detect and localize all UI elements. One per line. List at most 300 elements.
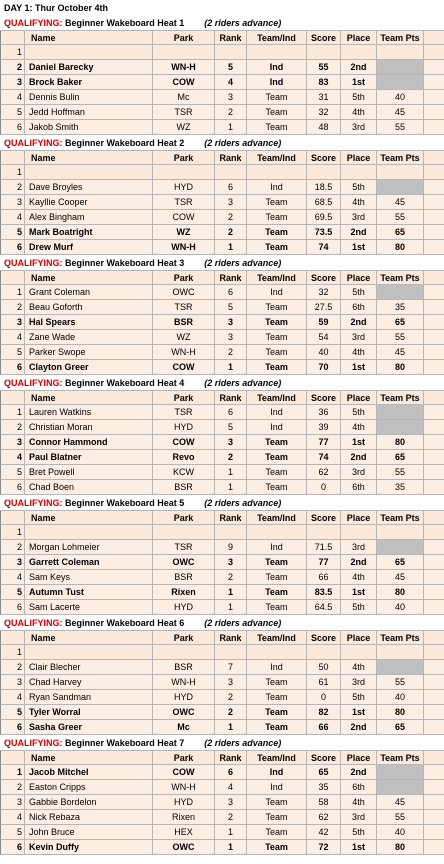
rider-name: Bret Powell — [25, 465, 153, 479]
col-team-ind: Team/Ind — [247, 31, 307, 44]
park-cell: HYD — [153, 600, 215, 614]
park-cell: TSR — [153, 540, 215, 554]
rank-cell: 3 — [215, 435, 247, 449]
score-cell — [307, 45, 341, 59]
team-pts-cell: 35 — [377, 300, 424, 314]
score-cell: 62 — [307, 810, 341, 824]
score-cell: 77 — [307, 435, 341, 449]
rider-name: Chad Boen — [25, 480, 153, 494]
place-cell: 4th — [341, 420, 377, 434]
place-cell: 2nd — [341, 720, 377, 734]
heat-label: Beginner Wakeboard Heat 7 — [65, 737, 185, 748]
heat-section — [0, 255, 444, 375]
score-cell: 31 — [307, 90, 341, 104]
row-number: 6 — [1, 240, 25, 254]
rider-name — [25, 165, 153, 179]
team-ind-cell: Team — [247, 825, 307, 839]
park-cell: WN-H — [153, 60, 215, 74]
rider-name: Alex Bingham — [25, 210, 153, 224]
heat-header — [0, 735, 444, 750]
heat-header — [0, 255, 444, 270]
place-cell: 1st — [341, 705, 377, 719]
heat-label: Beginner Wakeboard Heat 3 — [65, 257, 185, 268]
advance-note: (2 riders advance) — [204, 377, 282, 388]
team-pts-cell: 40 — [377, 690, 424, 704]
score-cell: 40 — [307, 345, 341, 359]
table-row — [0, 360, 444, 375]
rank-cell: 2 — [215, 210, 247, 224]
team-pts-cell — [377, 45, 424, 59]
team-pts-cell: 80 — [377, 360, 424, 374]
team-pts-cell — [377, 660, 424, 674]
score-cell: 69.5 — [307, 210, 341, 224]
score-cell: 71.5 — [307, 540, 341, 554]
table-row — [0, 75, 444, 90]
col-rank: Rank — [215, 751, 247, 764]
team-ind-cell — [247, 45, 307, 59]
row-number: 3 — [1, 795, 25, 809]
col-name: Name — [25, 631, 153, 644]
score-cell: 35 — [307, 780, 341, 794]
table-row — [0, 345, 444, 360]
team-ind-cell: Team — [247, 210, 307, 224]
park-cell — [153, 525, 215, 539]
col-score: Score — [307, 151, 341, 164]
col-name: Name — [25, 751, 153, 764]
team-pts-cell: 80 — [377, 240, 424, 254]
park-cell: BSR — [153, 570, 215, 584]
score-cell — [307, 165, 341, 179]
team-pts-cell — [377, 405, 424, 419]
row-number: 4 — [1, 570, 25, 584]
team-pts-cell — [377, 540, 424, 554]
team-ind-cell: Team — [247, 690, 307, 704]
row-number: 2 — [1, 420, 25, 434]
team-ind-cell: Team — [247, 675, 307, 689]
advance-note: (2 riders advance) — [204, 737, 282, 748]
team-ind-cell: Team — [247, 225, 307, 239]
park-cell: OWC — [153, 555, 215, 569]
rank-cell: 1 — [215, 600, 247, 614]
col-score: Score — [307, 271, 341, 284]
team-ind-cell: Ind — [247, 285, 307, 299]
park-cell: BSR — [153, 315, 215, 329]
heat-section — [0, 495, 444, 615]
rider-name: Dennis Bulin — [25, 90, 153, 104]
column-header-row — [0, 630, 444, 645]
place-cell: 3rd — [341, 810, 377, 824]
table-row — [0, 720, 444, 735]
score-cell: 62 — [307, 465, 341, 479]
rank-cell: 2 — [215, 450, 247, 464]
score-cell: 70 — [307, 360, 341, 374]
rider-name — [25, 645, 153, 659]
score-cell: 50 — [307, 660, 341, 674]
col-place: Place — [341, 511, 377, 524]
heat-label: Beginner Wakeboard Heat 1 — [65, 17, 185, 28]
team-pts-cell: 65 — [377, 450, 424, 464]
rank-cell: 1 — [215, 825, 247, 839]
day-title: DAY 1: Thur October 4th — [4, 2, 109, 13]
park-cell: HYD — [153, 180, 215, 194]
rank-cell: 2 — [215, 690, 247, 704]
heat-header — [0, 15, 444, 30]
col-place: Place — [341, 31, 377, 44]
team-ind-cell: Team — [247, 360, 307, 374]
team-pts-cell: 80 — [377, 705, 424, 719]
rank-cell — [215, 645, 247, 659]
row-number: 4 — [1, 450, 25, 464]
place-cell: 3rd — [341, 330, 377, 344]
qualifying-label: QUALIFYING: — [4, 737, 63, 748]
park-cell: TSR — [153, 105, 215, 119]
rider-name: Sasha Greer — [25, 720, 153, 734]
row-number: 5 — [1, 345, 25, 359]
rider-name: Easton Cripps — [25, 780, 153, 794]
place-cell — [341, 165, 377, 179]
rider-name: Christian Moran — [25, 420, 153, 434]
team-pts-cell — [377, 285, 424, 299]
col-place: Place — [341, 271, 377, 284]
column-header-row — [0, 270, 444, 285]
heat-label: Beginner Wakeboard Heat 6 — [65, 617, 185, 628]
team-ind-cell: Team — [247, 465, 307, 479]
table-row — [0, 690, 444, 705]
table-row — [0, 810, 444, 825]
place-cell — [341, 525, 377, 539]
col-park: Park — [153, 31, 215, 44]
table-row — [0, 705, 444, 720]
park-cell: Revo — [153, 450, 215, 464]
row-number: 2 — [1, 660, 25, 674]
team-ind-cell: Ind — [247, 660, 307, 674]
row-number: 2 — [1, 60, 25, 74]
team-pts-cell — [377, 165, 424, 179]
place-cell: 1st — [341, 240, 377, 254]
table-row — [0, 840, 444, 855]
col-index — [1, 751, 25, 764]
team-pts-cell: 55 — [377, 675, 424, 689]
team-ind-cell: Team — [247, 120, 307, 134]
col-score: Score — [307, 31, 341, 44]
score-cell: 48 — [307, 120, 341, 134]
park-cell: WN-H — [153, 675, 215, 689]
rider-name: Jedd Hoffman — [25, 105, 153, 119]
table-row — [0, 765, 444, 780]
park-cell: COW — [153, 75, 215, 89]
rank-cell: 6 — [215, 765, 247, 779]
rank-cell — [215, 165, 247, 179]
team-pts-cell: 65 — [377, 555, 424, 569]
team-pts-cell — [377, 525, 424, 539]
table-row — [0, 450, 444, 465]
col-score: Score — [307, 391, 341, 404]
row-number: 4 — [1, 810, 25, 824]
team-pts-cell: 80 — [377, 585, 424, 599]
heat-section — [0, 735, 444, 855]
score-cell: 64.5 — [307, 600, 341, 614]
col-park: Park — [153, 631, 215, 644]
team-pts-cell: 55 — [377, 210, 424, 224]
rank-cell: 1 — [215, 840, 247, 854]
col-team-ind: Team/Ind — [247, 271, 307, 284]
place-cell: 5th — [341, 405, 377, 419]
rank-cell: 3 — [215, 795, 247, 809]
score-cell: 61 — [307, 675, 341, 689]
heat-label: Beginner Wakeboard Heat 4 — [65, 377, 185, 388]
heat-header — [0, 375, 444, 390]
table-row — [0, 225, 444, 240]
park-cell: HYD — [153, 690, 215, 704]
col-name: Name — [25, 391, 153, 404]
col-index — [1, 31, 25, 44]
score-cell: 18.5 — [307, 180, 341, 194]
rank-cell: 4 — [215, 75, 247, 89]
team-pts-cell: 65 — [377, 225, 424, 239]
team-pts-cell: 55 — [377, 120, 424, 134]
rider-name: Autumn Tust — [25, 585, 153, 599]
rank-cell — [215, 525, 247, 539]
score-cell: 66 — [307, 570, 341, 584]
rider-name: Mark Boatright — [25, 225, 153, 239]
park-cell: WN-H — [153, 345, 215, 359]
table-row — [0, 240, 444, 255]
score-cell: 32 — [307, 105, 341, 119]
rider-name: Sam Lacerte — [25, 600, 153, 614]
col-team-ind: Team/Ind — [247, 631, 307, 644]
place-cell: 1st — [341, 360, 377, 374]
team-ind-cell: Team — [247, 90, 307, 104]
rank-cell: 1 — [215, 360, 247, 374]
row-number: 3 — [1, 555, 25, 569]
col-rank: Rank — [215, 511, 247, 524]
team-ind-cell: Team — [247, 795, 307, 809]
team-ind-cell: Team — [247, 555, 307, 569]
rider-name: Daniel Barecky — [25, 60, 153, 74]
rider-name: Beau Goforth — [25, 300, 153, 314]
col-team-pts: Team Pts — [377, 751, 424, 764]
place-cell: 6th — [341, 780, 377, 794]
park-cell: HEX — [153, 825, 215, 839]
place-cell: 2nd — [341, 555, 377, 569]
team-ind-cell — [247, 525, 307, 539]
table-row — [0, 570, 444, 585]
row-number: 5 — [1, 225, 25, 239]
col-name: Name — [25, 271, 153, 284]
col-index — [1, 511, 25, 524]
col-team-ind: Team/Ind — [247, 511, 307, 524]
team-pts-cell — [377, 75, 424, 89]
place-cell: 2nd — [341, 450, 377, 464]
column-header-row — [0, 390, 444, 405]
row-number: 4 — [1, 330, 25, 344]
score-cell: 72 — [307, 840, 341, 854]
rider-name: Jakob Smith — [25, 120, 153, 134]
col-team-pts: Team Pts — [377, 151, 424, 164]
park-cell: Rixen — [153, 585, 215, 599]
col-rank: Rank — [215, 391, 247, 404]
team-pts-cell: 55 — [377, 465, 424, 479]
table-row — [0, 795, 444, 810]
score-cell: 39 — [307, 420, 341, 434]
rank-cell: 2 — [215, 345, 247, 359]
rank-cell: 3 — [215, 330, 247, 344]
rider-name: Sam Keys — [25, 570, 153, 584]
park-cell: WZ — [153, 225, 215, 239]
park-cell: Rixen — [153, 810, 215, 824]
column-header-row — [0, 150, 444, 165]
park-cell: KCW — [153, 465, 215, 479]
place-cell: 3rd — [341, 120, 377, 134]
score-cell: 59 — [307, 315, 341, 329]
row-number: 6 — [1, 360, 25, 374]
score-cell: 66 — [307, 720, 341, 734]
row-number: 3 — [1, 75, 25, 89]
score-cell: 32 — [307, 285, 341, 299]
rider-name: Kevin Duffy — [25, 840, 153, 854]
qualifying-label: QUALIFYING: — [4, 497, 63, 508]
qualifying-label: QUALIFYING: — [4, 17, 63, 28]
col-name: Name — [25, 31, 153, 44]
team-pts-cell: 40 — [377, 825, 424, 839]
rank-cell — [215, 45, 247, 59]
place-cell: 1st — [341, 585, 377, 599]
park-cell: BSR — [153, 660, 215, 674]
col-score: Score — [307, 511, 341, 524]
table-row — [0, 165, 444, 180]
team-ind-cell: Team — [247, 720, 307, 734]
place-cell: 2nd — [341, 765, 377, 779]
col-name: Name — [25, 511, 153, 524]
row-number: 2 — [1, 540, 25, 554]
row-number: 1 — [1, 405, 25, 419]
score-cell — [307, 645, 341, 659]
table-row — [0, 435, 444, 450]
place-cell: 5th — [341, 600, 377, 614]
rider-name: Paul Blatner — [25, 450, 153, 464]
col-team-ind: Team/Ind — [247, 151, 307, 164]
row-number: 3 — [1, 195, 25, 209]
rank-cell: 5 — [215, 300, 247, 314]
park-cell: COW — [153, 435, 215, 449]
team-ind-cell: Team — [247, 705, 307, 719]
park-cell: HYD — [153, 795, 215, 809]
team-ind-cell: Team — [247, 810, 307, 824]
rank-cell: 1 — [215, 240, 247, 254]
row-number: 6 — [1, 480, 25, 494]
place-cell: 5th — [341, 690, 377, 704]
table-row — [0, 660, 444, 675]
col-team-pts: Team Pts — [377, 631, 424, 644]
place-cell: 2nd — [341, 225, 377, 239]
team-pts-cell: 45 — [377, 570, 424, 584]
place-cell: 2nd — [341, 315, 377, 329]
row-number: 2 — [1, 300, 25, 314]
rank-cell: 3 — [215, 90, 247, 104]
score-cell: 68.5 — [307, 195, 341, 209]
team-pts-cell — [377, 60, 424, 74]
col-team-pts: Team Pts — [377, 511, 424, 524]
row-number: 5 — [1, 105, 25, 119]
rank-cell: 3 — [215, 195, 247, 209]
team-ind-cell: Ind — [247, 780, 307, 794]
park-cell: TSR — [153, 300, 215, 314]
col-rank: Rank — [215, 271, 247, 284]
rider-name: Nick Rebaza — [25, 810, 153, 824]
park-cell: TSR — [153, 195, 215, 209]
place-cell: 5th — [341, 825, 377, 839]
team-ind-cell: Team — [247, 435, 307, 449]
team-ind-cell: Team — [247, 345, 307, 359]
place-cell: 3rd — [341, 675, 377, 689]
rank-cell: 2 — [215, 105, 247, 119]
table-row — [0, 780, 444, 795]
rank-cell: 4 — [215, 780, 247, 794]
park-cell: HYD — [153, 420, 215, 434]
rider-name: Clayton Greer — [25, 360, 153, 374]
row-number: 6 — [1, 720, 25, 734]
rank-cell: 3 — [215, 315, 247, 329]
park-cell: OWC — [153, 285, 215, 299]
park-cell: COW — [153, 765, 215, 779]
team-ind-cell: Ind — [247, 180, 307, 194]
col-team-pts: Team Pts — [377, 271, 424, 284]
col-index — [1, 631, 25, 644]
team-ind-cell: Ind — [247, 540, 307, 554]
team-pts-cell — [377, 780, 424, 794]
team-pts-cell — [377, 420, 424, 434]
table-row — [0, 105, 444, 120]
place-cell: 4th — [341, 570, 377, 584]
place-cell: 5th — [341, 285, 377, 299]
team-ind-cell: Team — [247, 840, 307, 854]
rider-name: Ryan Sandman — [25, 690, 153, 704]
advance-note: (2 riders advance) — [204, 137, 282, 148]
heat-header — [0, 135, 444, 150]
score-cell: 0 — [307, 690, 341, 704]
col-park: Park — [153, 151, 215, 164]
row-number: 3 — [1, 315, 25, 329]
place-cell: 2nd — [341, 60, 377, 74]
row-number: 6 — [1, 840, 25, 854]
rider-name: Clair Blecher — [25, 660, 153, 674]
col-team-pts: Team Pts — [377, 391, 424, 404]
park-cell: BSR — [153, 480, 215, 494]
park-cell: Mc — [153, 720, 215, 734]
heat-header — [0, 615, 444, 630]
heat-section — [0, 135, 444, 255]
place-cell: 5th — [341, 180, 377, 194]
rider-name: John Bruce — [25, 825, 153, 839]
row-number: 4 — [1, 90, 25, 104]
rank-cell: 2 — [215, 705, 247, 719]
heat-section — [0, 15, 444, 135]
rider-name: Hal Spears — [25, 315, 153, 329]
row-number: 6 — [1, 600, 25, 614]
column-header-row — [0, 30, 444, 45]
table-row — [0, 120, 444, 135]
row-number: 3 — [1, 435, 25, 449]
rank-cell: 7 — [215, 660, 247, 674]
col-park: Park — [153, 271, 215, 284]
row-number: 5 — [1, 465, 25, 479]
col-score: Score — [307, 751, 341, 764]
col-team-ind: Team/Ind — [247, 751, 307, 764]
heat-label: Beginner Wakeboard Heat 5 — [65, 497, 185, 508]
team-pts-cell: 65 — [377, 720, 424, 734]
park-cell: WZ — [153, 330, 215, 344]
place-cell: 6th — [341, 300, 377, 314]
